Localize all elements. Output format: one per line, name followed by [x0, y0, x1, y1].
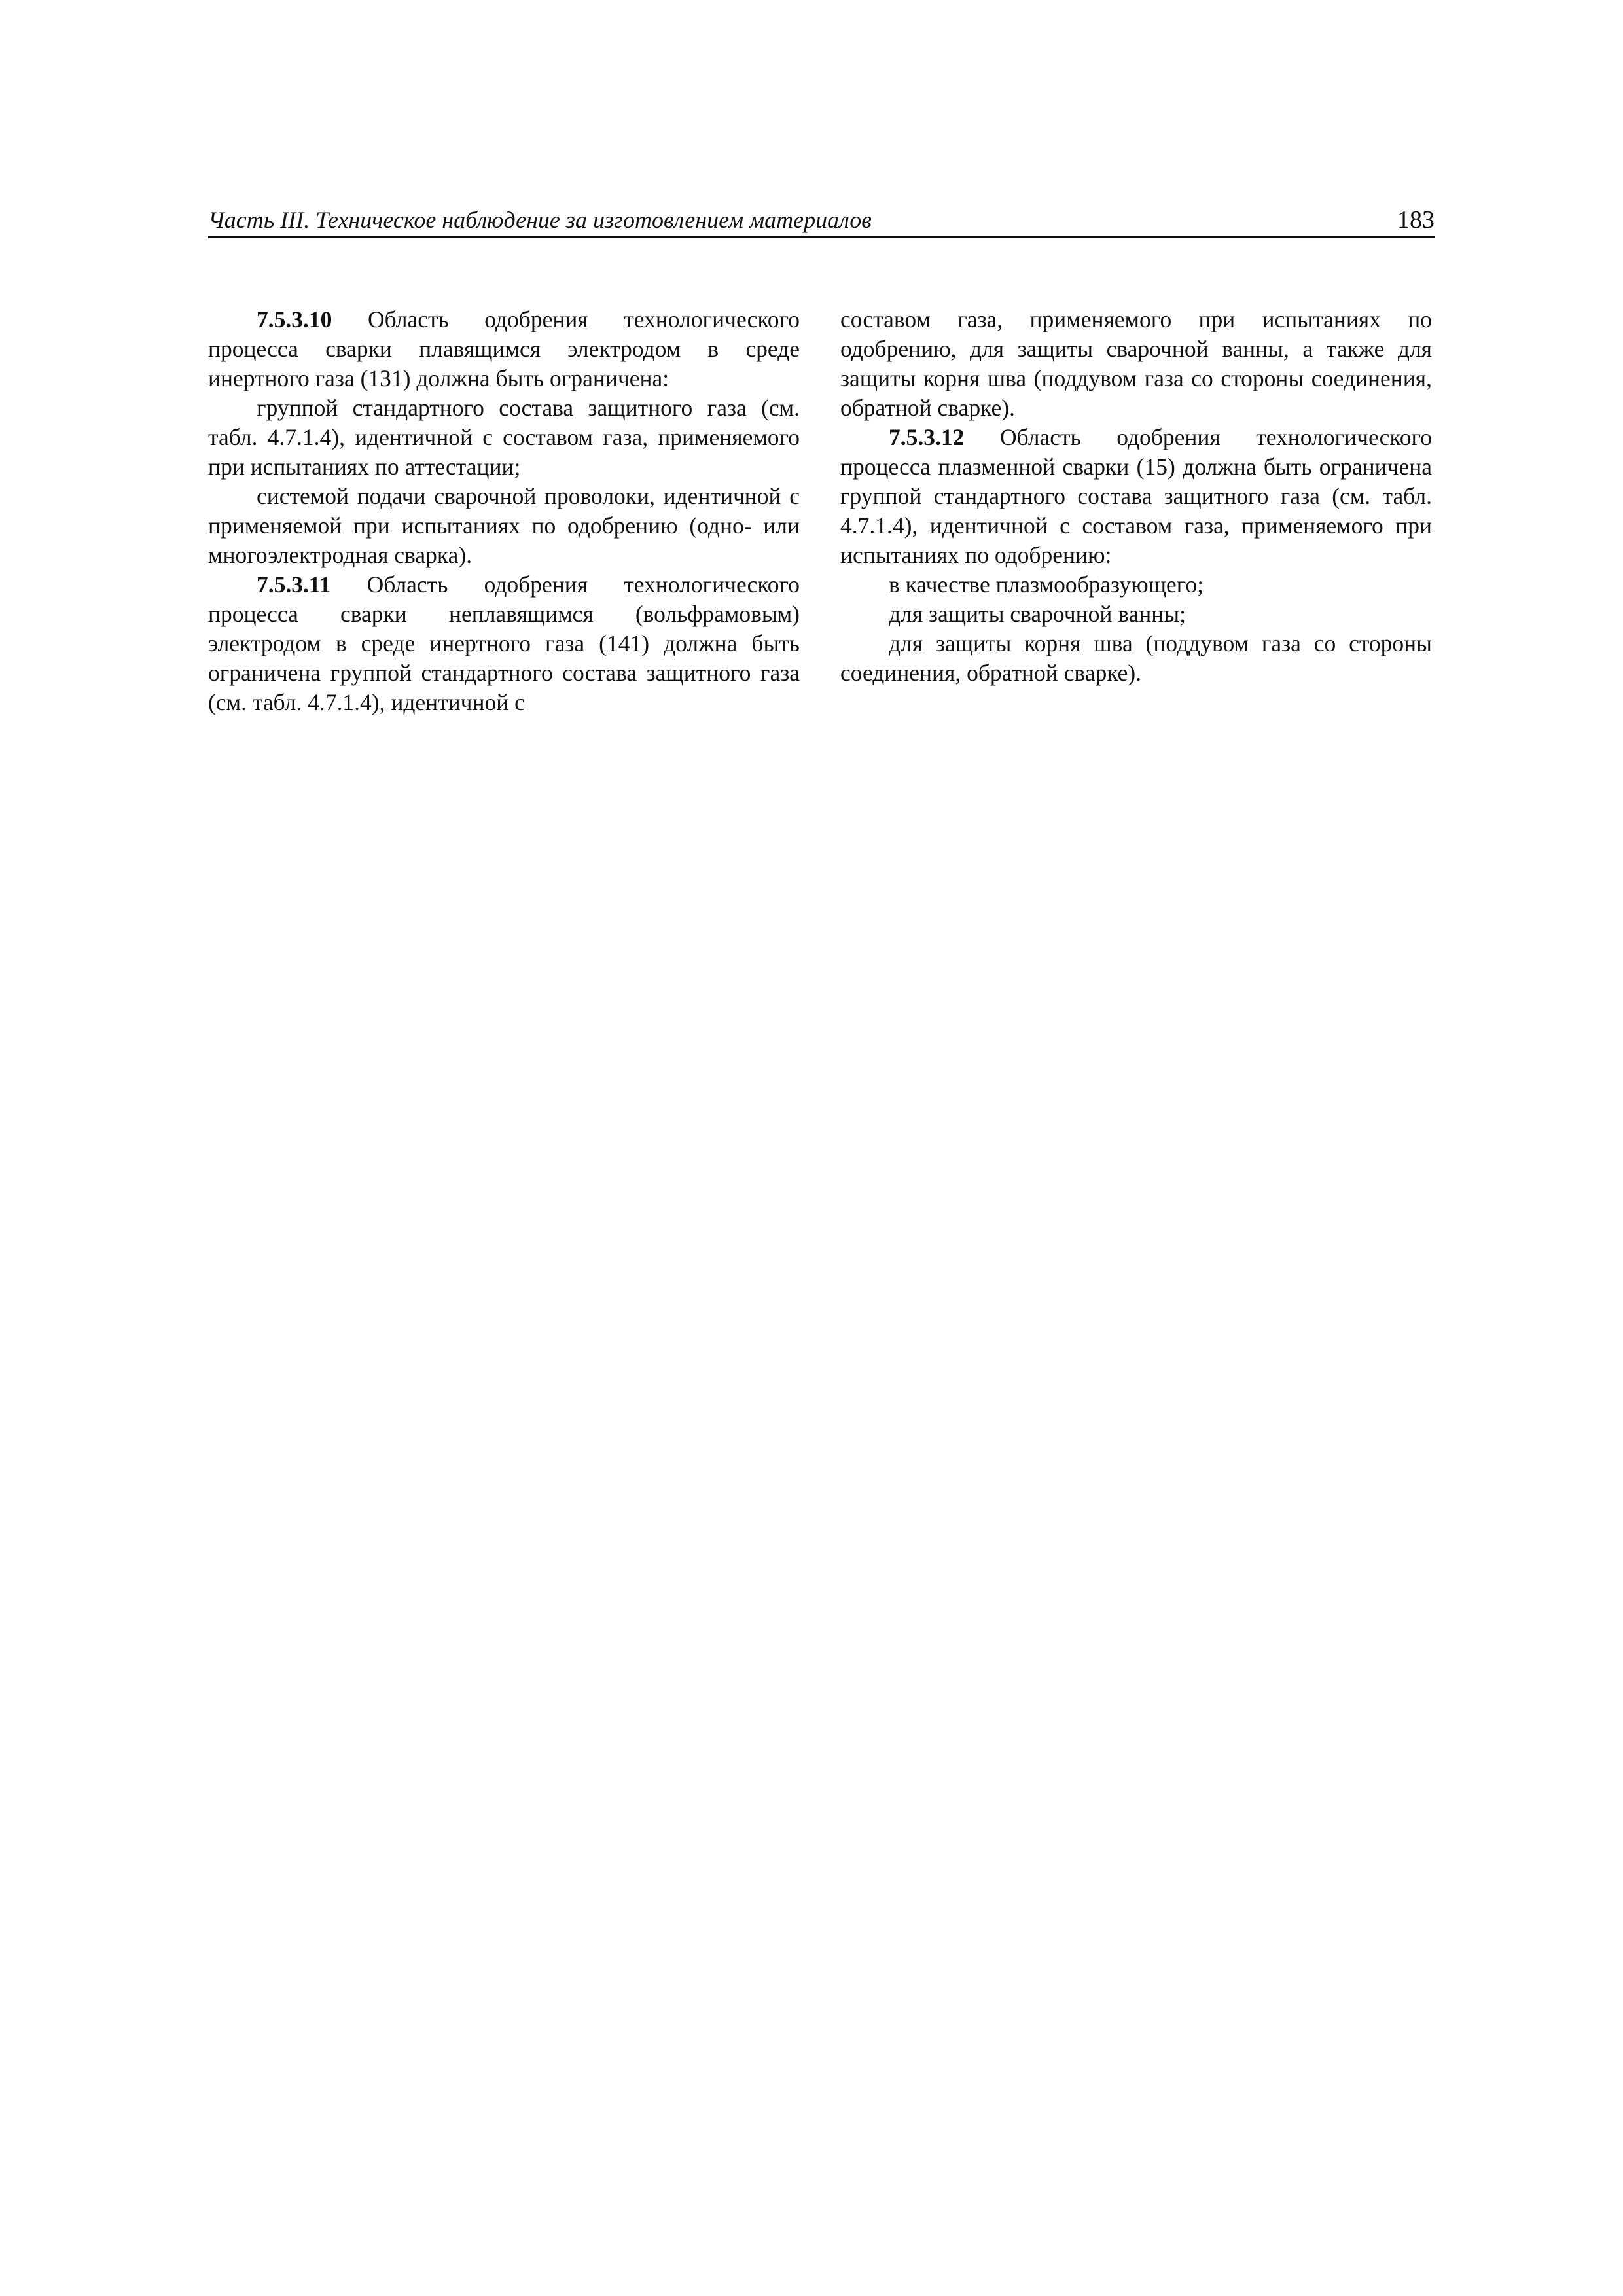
clause-text: Область одобрения технологического процесса сварки неплавящимся (вольфрамовым) электродом в среде инертного газа (141) должна быть ограничена группой стандартного состава защитного газа (см. табл. 4.7.1.4), идентичной с: [208, 571, 800, 715]
clause-number: 7.5.3.12: [889, 424, 965, 450]
clause-text: Область одобрения технологического процесса сварки плавящимся электродом в среде инертного газа (131) должна быть ограничена:: [208, 306, 800, 391]
left-column: [208, 305, 800, 717]
clause-7-5-3-12: [840, 423, 1432, 570]
clause-number: 7.5.3.10: [257, 306, 332, 332]
list-item: группой стандартного состава защитного газа (см. табл. 4.7.1.4), идентичной с составом газа, применяемого при испытаниях по аттестации;: [208, 395, 800, 480]
running-title: Часть III. Техническое наблюдение за изготовлением материалов: [208, 207, 872, 233]
list-item: для защиты сварочной ванны;: [889, 601, 1186, 627]
list-item: системой подачи сварочной проволоки, идентичной с применяемой при испытаниях по одобрению (одно- или многоэлектродная сварка).: [208, 483, 800, 568]
list-item: для защиты корня шва (поддувом газа со стороны соединения, обратной сварке).: [840, 630, 1432, 686]
page-header: [208, 196, 1435, 238]
clause-7-5-3-11: [208, 570, 800, 717]
clause-number: 7.5.3.11: [257, 571, 331, 598]
page-number: 183: [1397, 206, 1435, 234]
clause-text: Область одобрения технологического процесса плазменной сварки (15) должна быть ограничена группой стандартного состава защитного газа (см. табл. 4.7.1.4), идентичной с составом газа, применяемого при испытаниях по одобрению:: [840, 424, 1432, 568]
right-column: [840, 305, 1432, 688]
clause-7-5-3-10: [208, 305, 800, 393]
list-item: в качестве плазмообразующего;: [889, 571, 1204, 598]
clause-7-5-3-11-continuation: составом газа, применяемого при испытаниях по одобрению, для защиты сварочной ванны, а также для защиты корня шва (поддувом газа со стороны соединения, обратной сварке).: [840, 306, 1432, 421]
